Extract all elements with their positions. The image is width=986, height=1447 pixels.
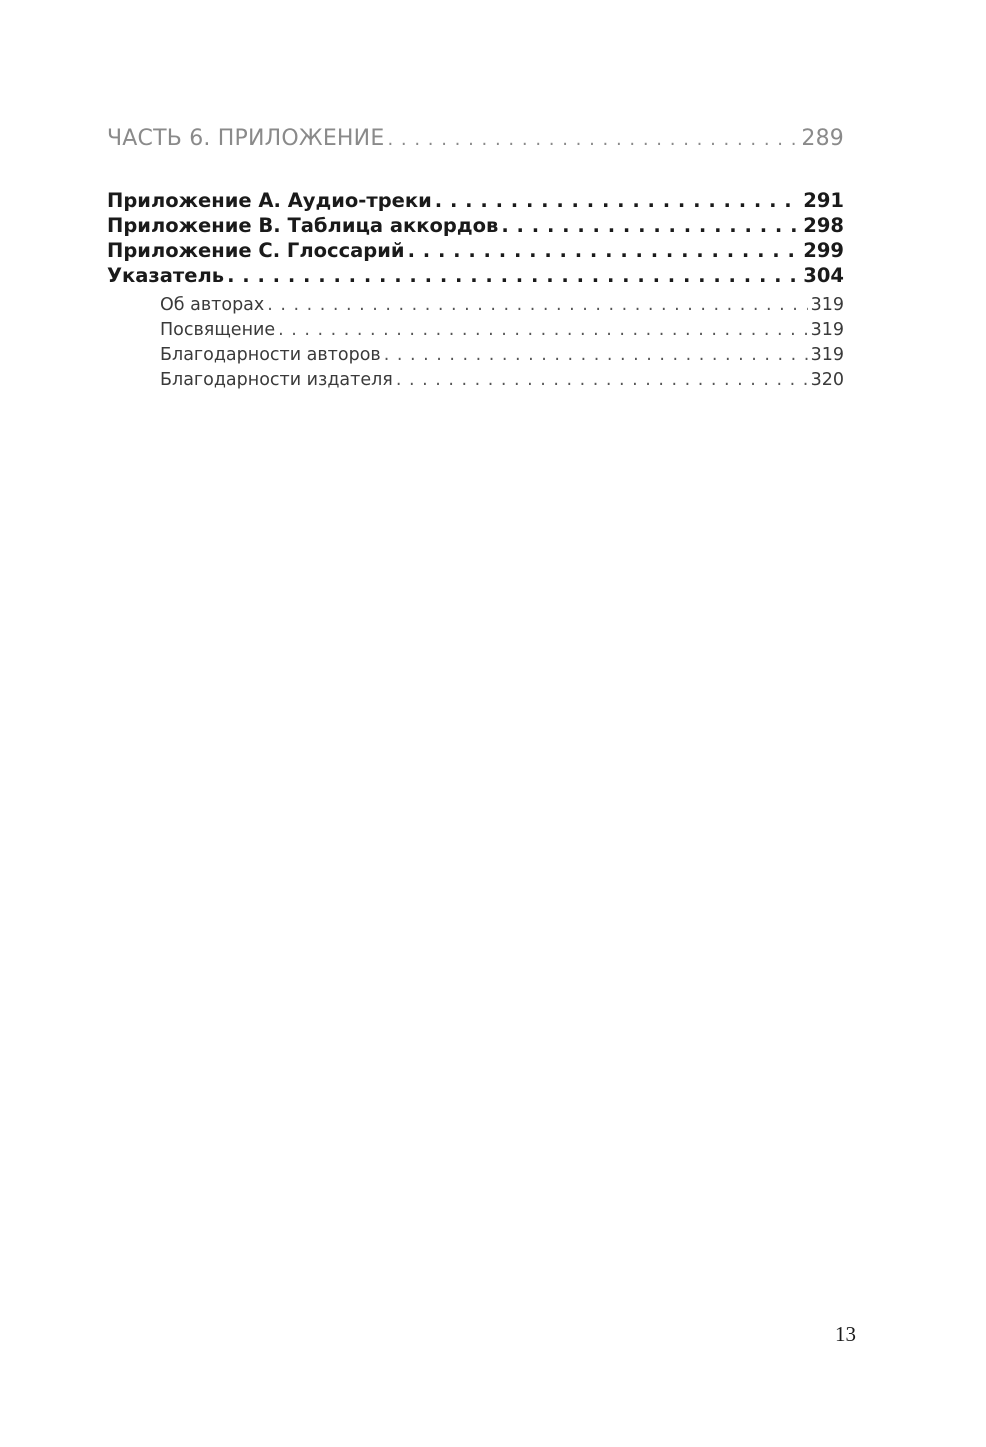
- toc-entry: [107, 214, 844, 237]
- toc-subentry: [160, 345, 844, 365]
- part-title: ЧАСТЬ 6. ПРИЛОЖЕНИЕ: [107, 126, 385, 151]
- entry-title: Приложение А. Аудио-треки: [107, 189, 432, 212]
- dot-leader: [408, 239, 801, 262]
- entry-title: Приложение В. Таблица аккордов: [107, 214, 499, 237]
- toc-part-heading: [107, 126, 844, 151]
- subentry-title: Посвящение: [160, 320, 276, 340]
- dot-leader: [278, 320, 807, 340]
- dot-leader: [387, 129, 798, 150]
- subentry-page: 320: [810, 370, 844, 390]
- subentry-page: 319: [810, 345, 844, 365]
- part-page: 289: [801, 126, 844, 151]
- subentry-page: 319: [810, 295, 844, 315]
- dot-leader: [501, 214, 800, 237]
- entry-title: Приложение С. Глоссарий: [107, 239, 405, 262]
- entry-page: 304: [803, 264, 844, 287]
- toc-subentry: [160, 370, 844, 390]
- dot-leader: [227, 264, 800, 287]
- dot-leader: [435, 189, 801, 212]
- subentry-title: Благодарности издателя: [160, 370, 393, 390]
- entry-page: 298: [803, 214, 844, 237]
- toc-subentry: [160, 295, 844, 315]
- toc-entry: [107, 189, 844, 212]
- entry-title: Указатель: [107, 264, 225, 287]
- dot-leader: [267, 295, 807, 315]
- toc-subentry: [160, 320, 844, 340]
- subentry-title: Об авторах: [160, 295, 265, 315]
- toc-entry: [107, 264, 844, 287]
- dot-leader: [384, 345, 808, 365]
- entry-page: 291: [803, 189, 844, 212]
- toc-entry: [107, 239, 844, 262]
- subentry-title: Благодарности авторов: [160, 345, 381, 365]
- dot-leader: [396, 370, 808, 390]
- page-number: 13: [835, 1322, 856, 1346]
- entry-page: 299: [803, 239, 844, 262]
- subentry-page: 319: [810, 320, 844, 340]
